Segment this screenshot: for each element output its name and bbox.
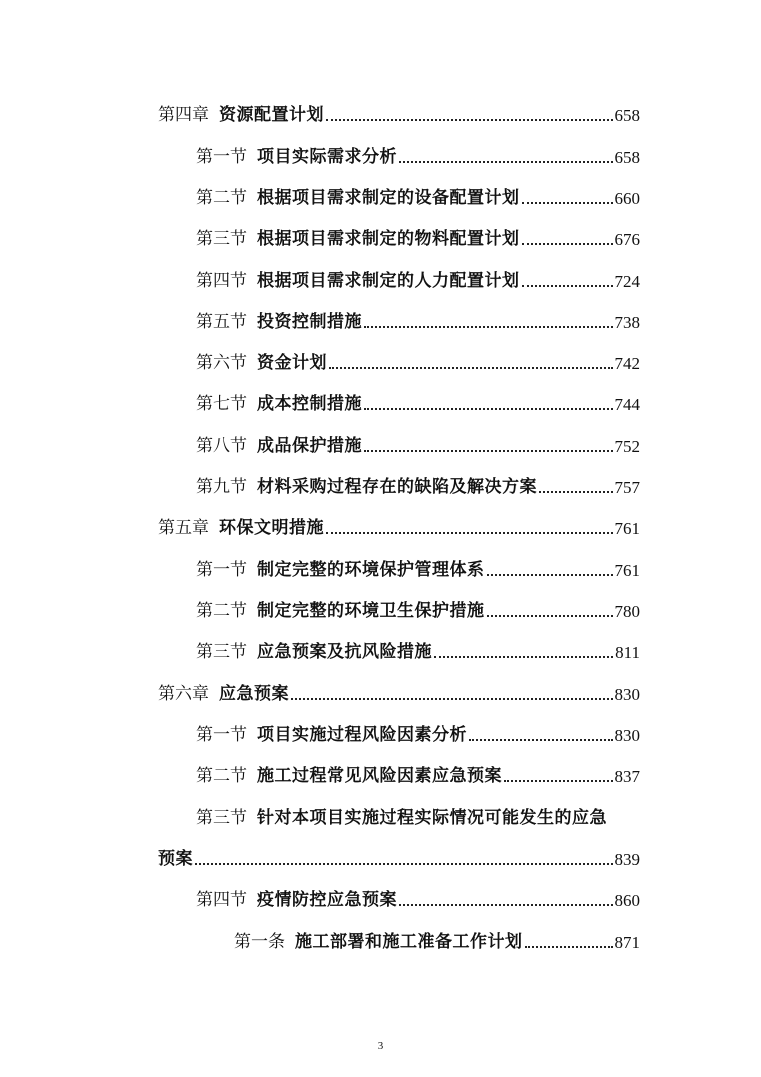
toc-entry-page: 830	[614, 726, 640, 745]
dot-leader	[487, 573, 613, 576]
dot-leader	[522, 284, 613, 287]
toc-entry-section[interactable]	[196, 262, 640, 290]
toc-entry-label: 第六节	[196, 353, 247, 373]
toc-entry-continuation[interactable]	[158, 840, 640, 868]
toc-entry-section[interactable]	[196, 303, 640, 331]
toc-entry-page: 761	[614, 519, 640, 538]
dot-leader	[487, 614, 613, 617]
toc-entry-page: 658	[614, 148, 640, 167]
toc-entry-section[interactable]	[196, 220, 640, 248]
dot-leader	[469, 738, 613, 741]
toc-entry-title: 投资控制措施	[257, 312, 362, 332]
toc-entry-page: 676	[614, 230, 640, 249]
toc-entry-section[interactable]	[196, 385, 640, 413]
toc-entry-label: 第四章	[158, 105, 209, 125]
dot-leader	[399, 160, 613, 163]
dot-leader	[399, 903, 613, 906]
toc-entry-page: 860	[614, 891, 640, 910]
toc-entry-label: 第一节	[196, 725, 247, 745]
toc-entry-label: 第五节	[196, 312, 247, 332]
dot-leader	[522, 242, 613, 245]
dot-leader	[291, 697, 613, 700]
toc-entry-page: 658	[614, 106, 640, 125]
toc-entry-section[interactable]	[196, 468, 640, 496]
toc-entry-label: 第二节	[196, 601, 247, 621]
toc-entry-label: 第一条	[234, 932, 285, 952]
dot-leader	[364, 407, 613, 410]
toc-entry-label: 第一节	[196, 560, 247, 580]
toc-entry-section[interactable]	[196, 427, 640, 455]
toc-entry-section[interactable]	[196, 344, 640, 372]
toc-entry-title: 制定完整的环境卫生保护措施	[257, 601, 485, 621]
toc-entry-title: 资金计划	[257, 353, 327, 373]
toc-entry-page: 744	[614, 395, 640, 414]
toc-entry-title: 环保文明措施	[219, 518, 324, 538]
toc-entry-title: 项目实施过程风险因素分析	[257, 725, 467, 745]
toc-entry-label: 第二节	[196, 766, 247, 786]
toc-entry-title: 根据项目需求制定的物料配置计划	[257, 229, 520, 249]
toc-entry-section[interactable]	[196, 179, 640, 207]
toc-entry-label: 第七节	[196, 394, 247, 414]
toc-entry-title-continued: 预案	[158, 849, 193, 869]
toc-entry-label: 第五章	[158, 518, 209, 538]
dot-leader	[434, 655, 613, 658]
toc-entry-title: 施工部署和施工准备工作计划	[295, 932, 523, 952]
toc-entry-section[interactable]	[196, 633, 640, 661]
page-number: 3	[377, 1040, 384, 1052]
dot-leader	[539, 490, 613, 493]
toc-entry-section[interactable]	[196, 551, 640, 579]
toc-entry-chapter[interactable]	[158, 96, 640, 124]
toc-entry-title: 针对本项目实施过程实际情况可能发生的应急	[257, 808, 607, 828]
toc-entry-page: 871	[614, 933, 640, 952]
toc-entry-title: 根据项目需求制定的人力配置计划	[257, 271, 520, 291]
toc-entry-title: 根据项目需求制定的设备配置计划	[257, 188, 520, 208]
toc-entry-label: 第二节	[196, 188, 247, 208]
dot-leader	[525, 945, 613, 948]
toc-entry-section[interactable]	[196, 716, 640, 744]
dot-leader	[522, 201, 613, 204]
toc-entry-page: 660	[614, 189, 640, 208]
toc-entry-title: 材料采购过程存在的缺陷及解决方案	[257, 477, 537, 497]
dot-leader	[504, 779, 613, 782]
toc-entry-title: 制定完整的环境保护管理体系	[257, 560, 485, 580]
dot-leader	[364, 325, 613, 328]
toc-entry-article[interactable]	[234, 923, 640, 951]
dot-leader	[364, 449, 613, 452]
toc-entry-title: 成品保护措施	[257, 436, 362, 456]
toc-entry-section-wrapped[interactable]	[196, 799, 607, 827]
toc-entry-page: 839	[614, 850, 640, 869]
toc-entry-section[interactable]	[196, 757, 640, 785]
dot-leader	[326, 531, 613, 534]
toc-entry-page: 757	[614, 478, 640, 497]
toc-entry-label: 第四节	[196, 271, 247, 291]
dot-leader	[329, 366, 613, 369]
toc-entry-page: 837	[614, 767, 640, 786]
toc-entry-label: 第九节	[196, 477, 247, 497]
toc-entry-title: 成本控制措施	[257, 394, 362, 414]
toc-entry-section[interactable]	[196, 138, 640, 166]
toc-entry-label: 第八节	[196, 436, 247, 456]
toc-entry-title: 疫情防控应急预案	[257, 890, 397, 910]
toc-entry-label: 第六章	[158, 684, 209, 704]
toc-entry-title: 应急预案及抗风险措施	[257, 642, 432, 662]
toc-entry-title: 施工过程常见风险因素应急预案	[257, 766, 502, 786]
toc-entry-page: 752	[614, 437, 640, 456]
toc-entry-label: 第四节	[196, 890, 247, 910]
toc-entry-page: 724	[614, 272, 640, 291]
toc-entry-label: 第三节	[196, 808, 247, 828]
toc-entry-section[interactable]	[196, 881, 640, 909]
dot-leader	[326, 118, 613, 121]
toc-entry-title: 资源配置计划	[219, 105, 324, 125]
toc-entry-chapter[interactable]	[158, 509, 640, 537]
toc-entry-title: 应急预案	[219, 684, 289, 704]
toc-entry-page: 738	[614, 313, 640, 332]
dot-leader	[195, 862, 613, 865]
toc-entry-title: 项目实际需求分析	[257, 147, 397, 167]
toc-entry-page: 761	[614, 561, 640, 580]
toc-entry-page: 780	[614, 602, 640, 621]
toc-entry-chapter[interactable]	[158, 675, 640, 703]
toc-entry-section[interactable]	[196, 592, 640, 620]
toc-entry-page: 742	[614, 354, 640, 373]
toc-entry-label: 第三节	[196, 642, 247, 662]
toc-entry-page: 830	[614, 685, 640, 704]
toc-entry-label: 第一节	[196, 147, 247, 167]
toc-entry-page: 811	[615, 643, 640, 662]
toc-entry-label: 第三节	[196, 229, 247, 249]
